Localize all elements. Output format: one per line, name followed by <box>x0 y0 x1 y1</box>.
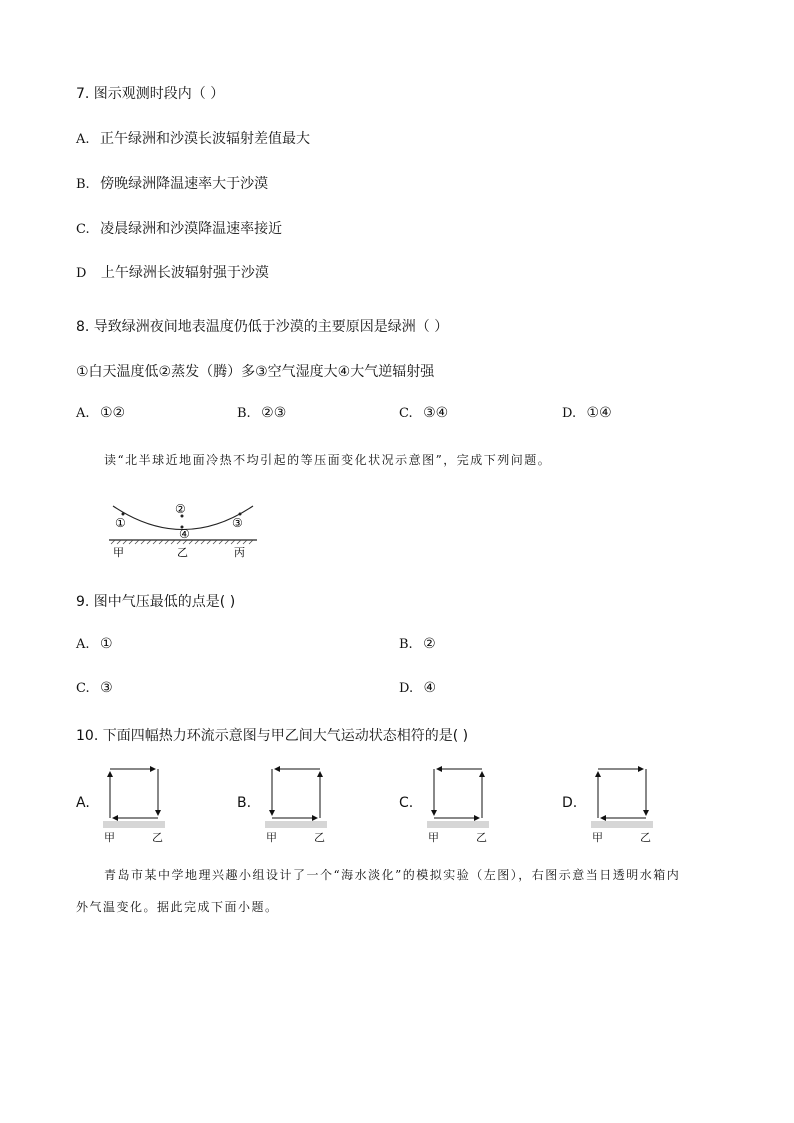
q10-option-b-right: 乙 <box>314 831 325 844</box>
option-text: ① <box>99 636 113 652</box>
q10-option-a-ground <box>103 821 165 828</box>
option-label: A. <box>76 637 90 652</box>
option-label: C. <box>76 681 90 696</box>
q9-option-b <box>399 636 436 652</box>
q8-option-b <box>237 405 286 421</box>
option-label: D <box>76 266 87 281</box>
reading-intro-2-line2: 外气温变化。据此完成下面小题。 <box>76 900 279 914</box>
q7-option-c <box>76 218 282 238</box>
place-jia: 甲 <box>113 546 124 559</box>
q9-option-c <box>76 680 113 696</box>
point-3-label: ③ <box>232 516 243 530</box>
place-yi: 乙 <box>177 546 188 559</box>
reading-intro-2-line1: 青岛市某中学地理兴趣小组设计了一个“海水淡化”的模拟实验（左图），右图示意当日透明水箱内 <box>104 868 681 882</box>
q10-option-c-right: 乙 <box>476 831 487 844</box>
q7-option-b <box>76 173 268 193</box>
option-label: A. <box>76 132 90 147</box>
q10-option-c-left: 甲 <box>428 831 439 844</box>
q10-stem: 10. 下面四幅热力环流示意图与甲乙间大气运动状态相符的是( ) <box>76 728 469 744</box>
q10-option-c-diagram <box>424 764 494 824</box>
q10-option-d-right: 乙 <box>640 831 651 844</box>
option-label: D. <box>562 406 577 421</box>
q9-option-a <box>76 636 113 652</box>
q10-option-b-label: B. <box>237 795 252 811</box>
q10-option-b-ground <box>265 821 327 828</box>
option-label: B. <box>399 637 413 652</box>
q9-option-d <box>399 680 436 696</box>
q10-option-c-ground <box>427 821 489 828</box>
point-1-label: ① <box>115 516 126 530</box>
q9-stem: 9. 图中气压最低的点是( ) <box>76 594 236 610</box>
option-text: 傍晚绿洲降温速率大于沙漠 <box>100 176 269 192</box>
q10-option-a-label: A. <box>76 795 90 811</box>
q10-option-c-label: C. <box>399 795 414 811</box>
option-text: ③④ <box>423 405 449 421</box>
q8-statements: ①白天温度低②蒸发（腾）多③空气湿度大④大气逆辐射强 <box>76 364 435 380</box>
option-label: A. <box>76 406 90 421</box>
point-2-label: ② <box>175 502 186 516</box>
option-label: C. <box>399 406 413 421</box>
reading-intro-1: 读“北半球近地面冷热不均引起的等压面变化状况示意图”，完成下列问题。 <box>104 453 552 467</box>
q8-option-c <box>399 405 448 421</box>
q10-option-d-diagram <box>588 764 658 824</box>
option-label: D. <box>399 681 414 696</box>
option-text: 凌晨绿洲和沙漠降温速率接近 <box>100 221 283 237</box>
q8-option-a <box>76 405 125 421</box>
q10-option-a-left: 甲 <box>104 831 115 844</box>
option-text: 正午绿洲和沙漠长波辐射差值最大 <box>99 131 310 147</box>
q10-option-d-left: 甲 <box>592 831 603 844</box>
q10-option-b-left: 甲 <box>266 831 277 844</box>
q10-option-b-diagram <box>262 764 332 824</box>
option-text: ③ <box>100 680 113 696</box>
q8-stem: 8. 导致绿洲夜间地表温度仍低于沙漠的主要原因是绿洲（ ） <box>76 319 449 335</box>
q7-option-d <box>76 262 269 282</box>
point-4-label: ④ <box>179 527 190 541</box>
q7-stem: 7. 图示观测时段内（ ） <box>76 86 225 102</box>
option-text: 上午绿洲长波辐射强于沙漠 <box>100 265 269 281</box>
q8-option-d <box>562 405 612 421</box>
q7-option-a <box>76 128 310 148</box>
place-bing: 丙 <box>234 546 245 559</box>
q10-option-d-label: D. <box>562 795 578 811</box>
option-label: B. <box>76 177 90 192</box>
option-text: ④ <box>423 680 437 696</box>
q10-option-a-right: 乙 <box>152 831 163 844</box>
option-text: ①② <box>99 405 126 421</box>
option-text: ①④ <box>586 405 612 421</box>
q10-option-a-diagram <box>100 764 170 824</box>
q10-option-d-ground <box>591 821 653 828</box>
option-label: B. <box>237 406 251 421</box>
option-label: C. <box>76 222 90 237</box>
option-text: ② <box>423 636 436 652</box>
isobar-diagram <box>105 498 265 560</box>
option-text: ②③ <box>261 405 287 421</box>
